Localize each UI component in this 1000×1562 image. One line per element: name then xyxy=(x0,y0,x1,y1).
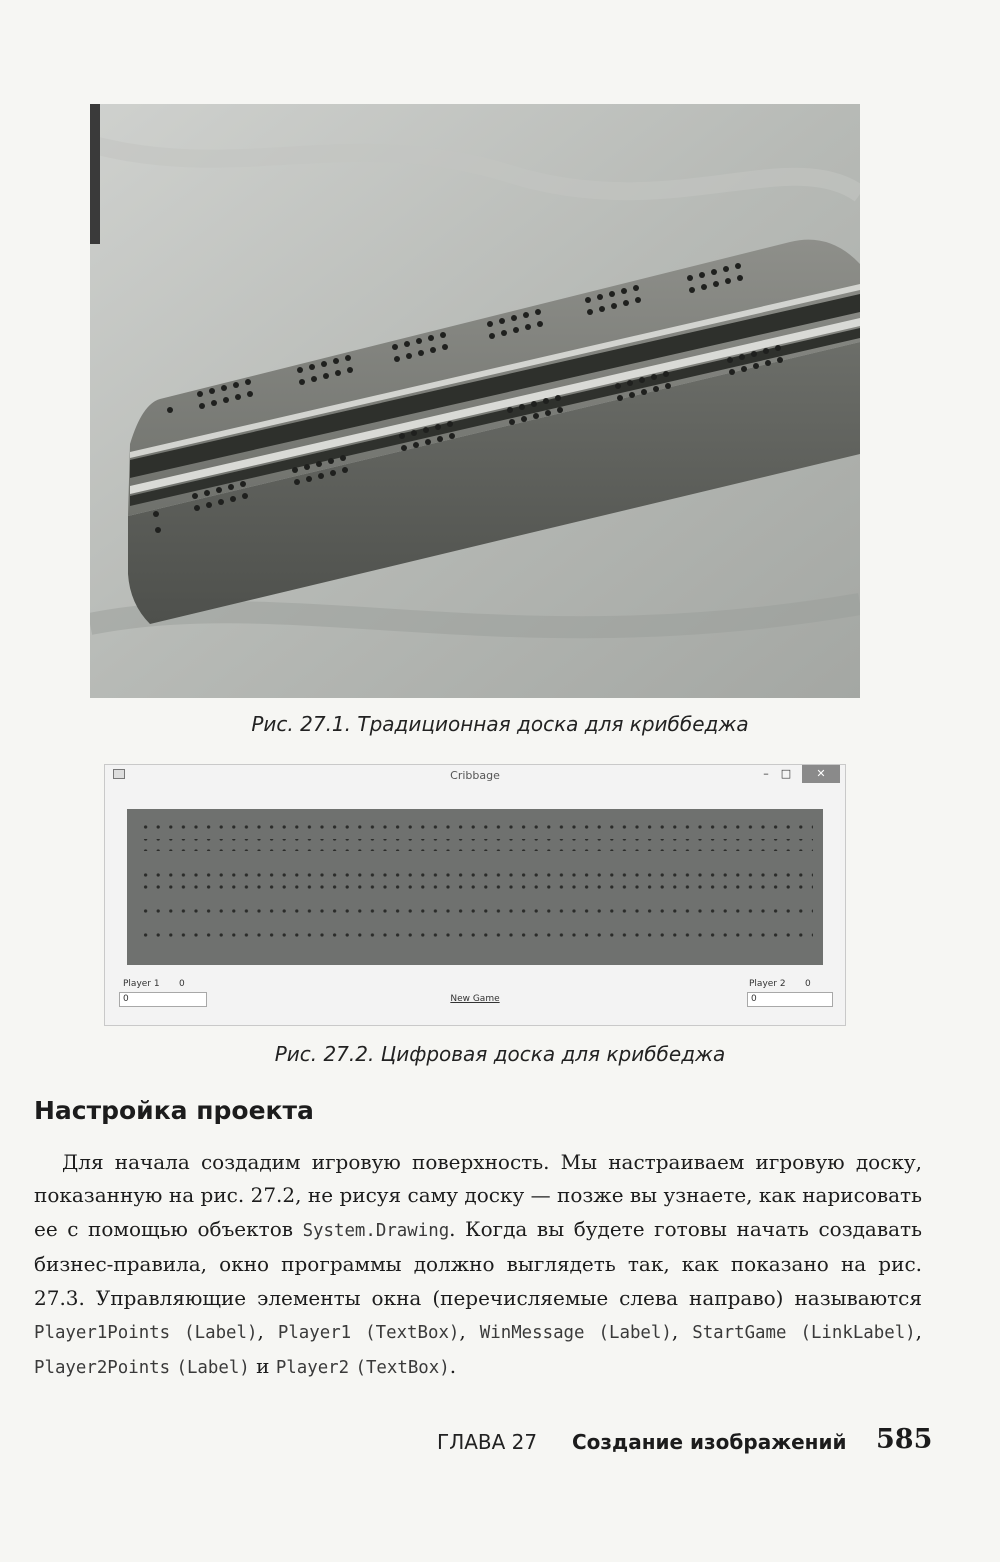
figure-27-2-caption: Рис. 27.2. Цифровая доска для криббеджа xyxy=(274,1042,726,1066)
body-paragraph xyxy=(34,1146,922,1386)
code-type-textbox: (TextBox) xyxy=(365,1323,460,1344)
text-run: Для начала создадим игровую поверхность. Мы настраиваем игровую доску, показанную на рис. 27.2, не рисуя саму доску — позже вы узнаете, как нарисовать ее с помощью объектов xyxy=(34,1150,922,1241)
sentence-end: . xyxy=(449,1354,457,1379)
conjunction: и xyxy=(249,1354,276,1379)
new-game-link[interactable]: New Game xyxy=(450,994,500,1004)
window-title: Cribbage xyxy=(450,769,500,782)
window-titlebar xyxy=(105,765,845,787)
player1-points: 0 xyxy=(179,979,185,989)
code-type-label: (Label) xyxy=(176,1358,250,1379)
board-peg-holes xyxy=(127,809,823,965)
maximize-button[interactable]: □ xyxy=(780,767,792,780)
player2-points: 0 xyxy=(805,979,811,989)
code-winmessage: WinMessage xyxy=(479,1323,585,1344)
cribbage-board-photo xyxy=(90,104,860,698)
code-type-label: (Label) xyxy=(598,1323,672,1344)
text-run: . Когда вы будете готовы начать создавать бизнес-правила, окно программы должно выглядеть так, как показано на рис. 27.3. Управляющие элементы окна (перечисляемые слева направо) называются xyxy=(34,1216,922,1310)
separator: , xyxy=(915,1319,923,1344)
section-heading: Настройка проекта xyxy=(34,1096,314,1125)
code-system-drawing: System.Drawing xyxy=(302,1220,450,1241)
page-number: 585 xyxy=(876,1424,933,1455)
code-player1points: Player1Points xyxy=(34,1323,171,1344)
cribbage-window xyxy=(104,764,846,1026)
close-button[interactable]: ✕ xyxy=(802,765,840,783)
cribbage-board-illustration xyxy=(90,104,860,698)
separator: , xyxy=(459,1319,480,1344)
footer-chapter-title: Создание изображений xyxy=(572,1430,847,1454)
game-board-panel xyxy=(127,809,823,965)
code-player1: Player1 xyxy=(277,1323,352,1344)
code-player2points: Player2Points xyxy=(34,1358,171,1379)
footer-chapter: ГЛАВА 27 xyxy=(437,1430,538,1454)
player1-textbox[interactable]: 0 xyxy=(119,992,207,1007)
figure-27-1-caption: Рис. 27.1. Традиционная доска для криббеджа xyxy=(251,712,749,736)
separator: , xyxy=(257,1319,278,1344)
minimize-button[interactable]: – xyxy=(763,767,769,780)
code-type-linklabel: (LinkLabel) xyxy=(800,1323,916,1344)
player2-label: Player 2 xyxy=(749,979,786,989)
code-startgame: StartGame xyxy=(692,1323,787,1344)
player2-textbox[interactable]: 0 xyxy=(747,992,833,1007)
code-type-label: (Label) xyxy=(184,1323,258,1344)
player1-label: Player 1 xyxy=(123,979,160,989)
code-type-textbox: (TextBox) xyxy=(355,1358,450,1379)
code-player2: Player2 xyxy=(275,1358,350,1379)
separator: , xyxy=(671,1319,693,1344)
